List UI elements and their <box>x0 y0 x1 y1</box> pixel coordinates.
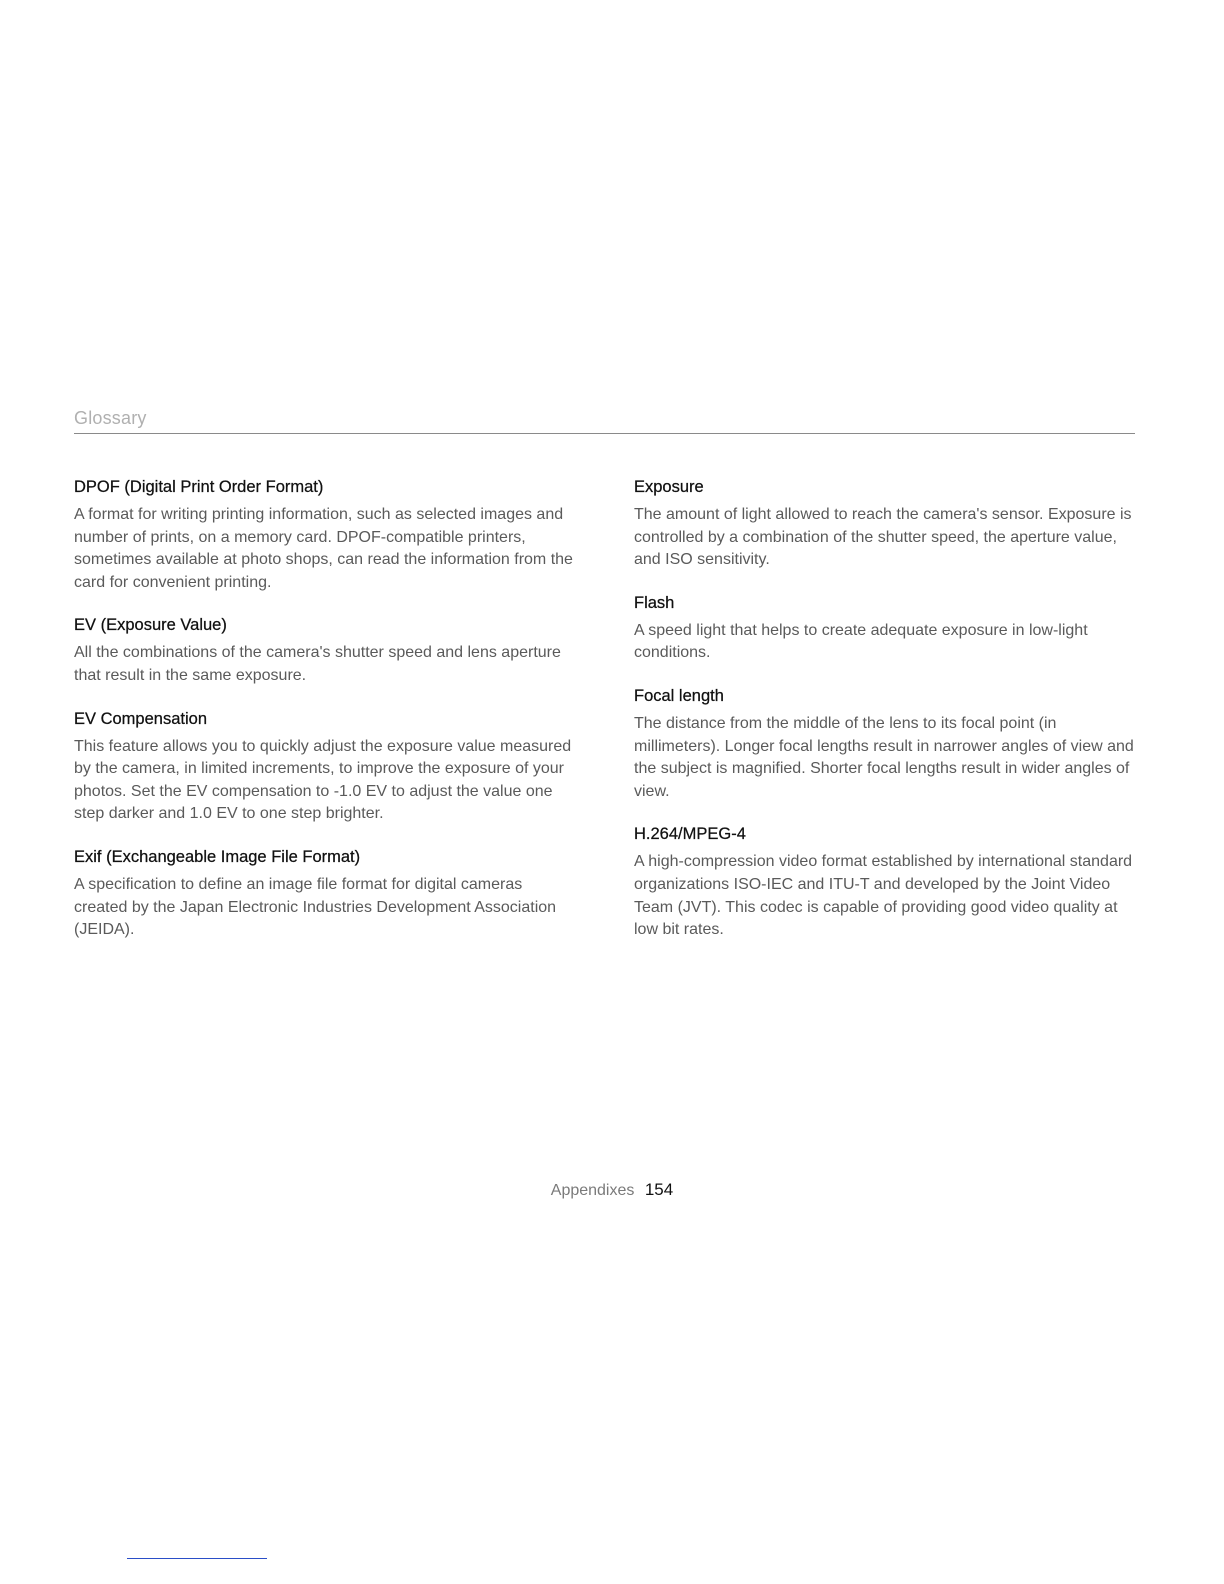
page-number: 154 <box>644 1180 674 1199</box>
glossary-term: EV (Exposure Value) <box>74 616 227 635</box>
glossary-right-column <box>634 476 1134 962</box>
glossary-definition: The distance from the middle of the lens to its focal point (in millimeters). Longer focal lengths result in narrower angles of view and the subject is magnified. Shorter focal lengths result in wider angles of view. <box>634 714 1134 800</box>
glossary-definition: All the combinations of the camera's shutter speed and lens aperture that result in the same exposure. <box>74 644 561 684</box>
footer-section-label: Appendixes <box>550 1182 635 1199</box>
glossary-entry-dpof <box>74 476 574 594</box>
glossary-entry-exif <box>74 846 574 942</box>
glossary-term: Focal length <box>634 686 724 705</box>
glossary-entry-ev <box>74 614 574 687</box>
glossary-term: H.264/MPEG-4 <box>634 825 746 844</box>
glossary-left-column <box>74 476 574 962</box>
glossary-term: EV Compensation <box>74 709 207 728</box>
glossary-term: DPOF (Digital Print Order Format) <box>74 478 324 496</box>
glossary-definition: A format for writing printing information, such as selected images and number of prints, on a memory card. DPOF-compatible printers, sometimes available at photo shops, can read the information from the card for convenient printing. <box>74 506 573 591</box>
glossary-entry-flash <box>634 592 1134 665</box>
page-section-title: Glossary <box>74 408 147 428</box>
glossary-entry-exposure <box>634 476 1134 572</box>
glossary-definition: A specification to define an image file format for digital cameras created by the Japan Electronic Industries Development Association (JEIDA). <box>74 875 557 939</box>
bottom-underline-divider <box>127 1558 267 1559</box>
glossary-definition: This feature allows you to quickly adjust the exposure value measured by the camera, in limited increments, to improve the exposure of your photos. Set the EV compensation to -1.0 EV to adjust the value one step darker and 1.0 EV to one step brighter. <box>74 737 572 823</box>
glossary-term: Exposure <box>634 478 704 496</box>
glossary-entry-h264 <box>634 823 1134 941</box>
page-footer <box>0 1180 1224 1200</box>
glossary-definition: A speed light that helps to create adequate exposure in low-light conditions. <box>634 621 1088 662</box>
glossary-definition: A high-compression video format established by international standard organizations ISO-IEC and ITU-T and developed by the Joint Video Team (JVT). This codec is capable of providing good video quality at low bit rates. <box>634 853 1133 939</box>
glossary-definition: The amount of light allowed to reach the camera's sensor. Exposure is controlled by a combination of the shutter speed, the aperture value, and ISO sensitivity. <box>634 506 1132 569</box>
glossary-term: Flash <box>634 593 675 612</box>
glossary-entry-ev-compensation <box>74 708 574 826</box>
glossary-term: Exif (Exchangeable Image File Format) <box>74 847 361 866</box>
glossary-entry-focal-length <box>634 685 1134 803</box>
header-divider <box>74 433 1135 434</box>
